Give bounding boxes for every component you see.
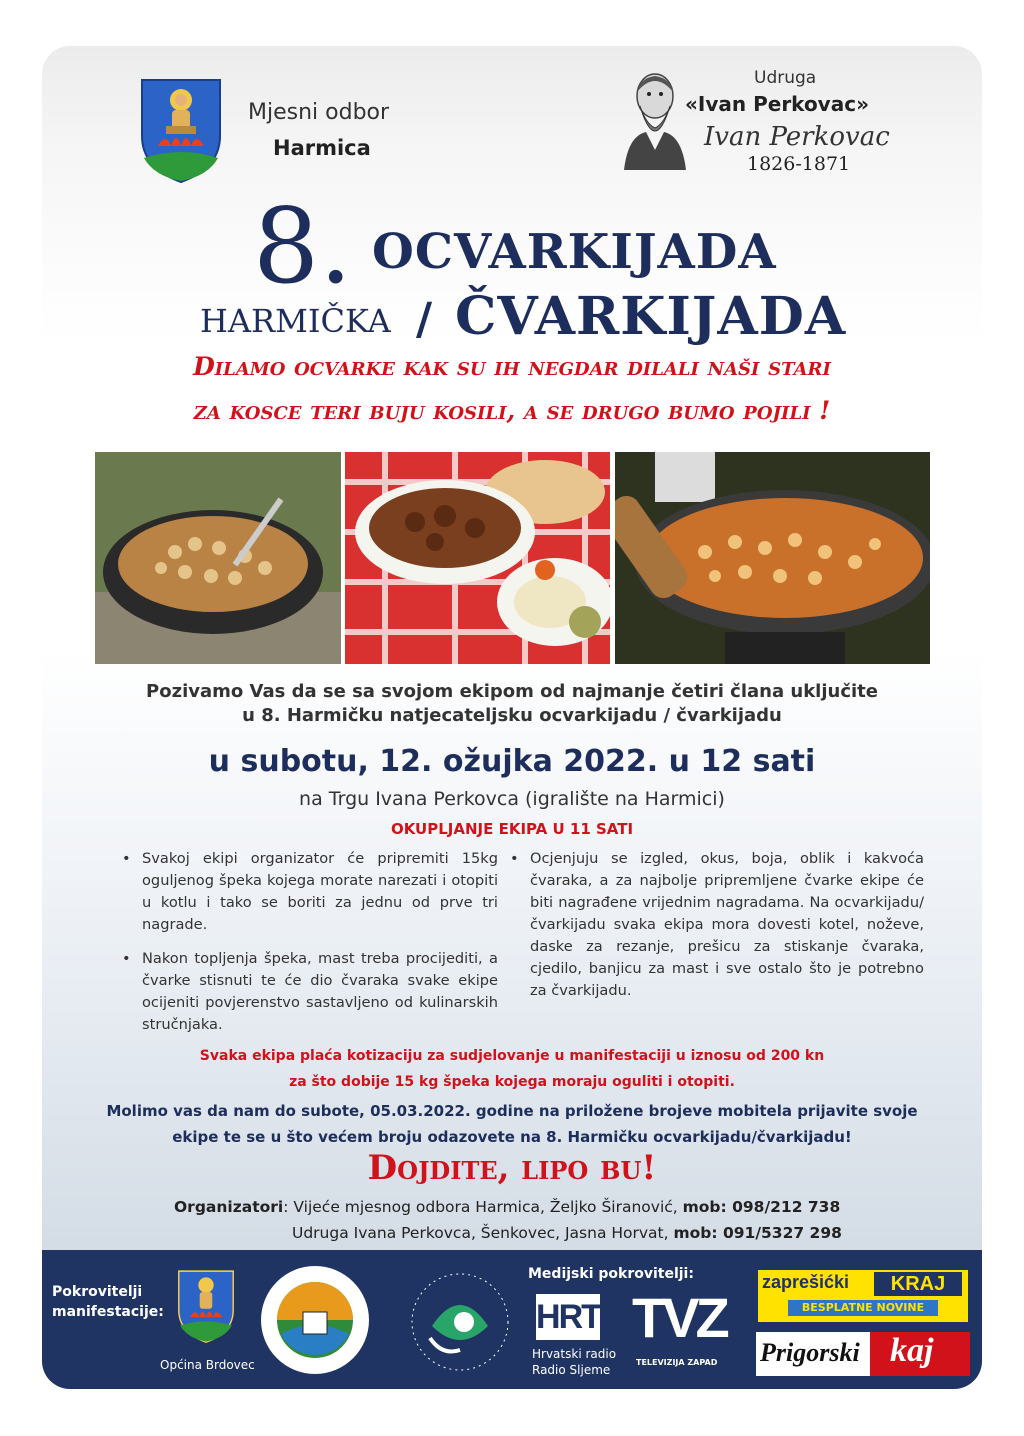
besplatne-novine-text: BESPLATNE NOVINE bbox=[788, 1300, 938, 1316]
title-ocvarkijada: OCVARKIJADA bbox=[372, 224, 777, 280]
hrt-caption-2: Radio Sljeme bbox=[532, 1363, 611, 1377]
signature: Ivan Perkovac bbox=[704, 122, 890, 152]
prigorski-text: Prigorski bbox=[760, 1338, 860, 1367]
pokrovitelji-line-2: manifestacije: bbox=[52, 1304, 164, 1320]
photo-frying-pan bbox=[615, 452, 930, 664]
kraj-text: KRAJ bbox=[874, 1272, 962, 1296]
fee-line-2: za što dobije 15 kg špeka kojega moraju oguliti i otopiti. bbox=[289, 1074, 735, 1090]
edition-number: 8. bbox=[253, 185, 353, 307]
years-label: 1826-1871 bbox=[747, 153, 851, 175]
udruga-label: Udruga bbox=[754, 68, 817, 88]
zapresicki-text: zaprešićki bbox=[762, 1272, 850, 1292]
organizers-line-1 bbox=[174, 1198, 840, 1216]
pokrovitelji-label bbox=[52, 1282, 164, 1322]
brdovec-coat-of-arms bbox=[176, 1268, 236, 1344]
ivan-perkovac-portrait bbox=[620, 66, 690, 170]
invite-line-2: u 8. Harmičku natjecateljsku ocvarkijadu / čvarkijadu bbox=[242, 705, 782, 726]
photo-served-cvarci bbox=[345, 452, 610, 664]
organizers-mob-2: mob: 091/5327 298 bbox=[673, 1224, 842, 1242]
title-harmicka: HARMIČKA bbox=[200, 302, 391, 340]
slogan-line-1: Dilamo ocvarke kak su ih negdar dilali naši stari bbox=[193, 352, 831, 381]
harmica-label: Harmica bbox=[273, 136, 371, 160]
plea-line-1: Molimo vas da nam do subote, 05.03.2022. godine na priložene brojeve mobitela prijavite svoje bbox=[106, 1102, 918, 1120]
slogan-line-2: za kosce teri buju kosili, a se drugo bumo pojili ! bbox=[193, 396, 831, 425]
poster bbox=[42, 46, 982, 1389]
organizers-text-1: : Vijeće mjesnog odbora Harmica, Željko Širanović, bbox=[283, 1198, 683, 1216]
organizers-line-2 bbox=[292, 1224, 842, 1242]
rule-item: • Svakoj ekipi organizator će pripremiti 15kg oguljenog špeka kojega morate narezati i otopiti u kotlu i tako se boriti za jednu od prve tri nagrade. bbox=[118, 848, 498, 936]
title-cvarkijada: ČVARKIJADA bbox=[455, 286, 847, 347]
event-date: u subotu, 12. ožujka 2022. u 12 sati bbox=[208, 744, 816, 779]
fee-line-1: Svaka ekipa plaća kotizaciju za sudjelovanje u manifestaciji u iznosu od 200 kn bbox=[199, 1048, 825, 1064]
organizers-mob-1: mob: 098/212 738 bbox=[682, 1198, 841, 1216]
plea-line-2: ekipe te se u što većem broju odazovete na 8. Harmičku ocvarkijadu/čvarkijadu! bbox=[172, 1128, 852, 1146]
rules-right bbox=[506, 848, 924, 1014]
kaj-text: kaj bbox=[890, 1332, 934, 1369]
rule-item: • Ocjenjuju se izgled, okus, boja, oblik i kakvoća čvaraka, a za najbolje pripremljene čvarke ekipe će biti nagrađene vrijednim nagradama. Na ocvarkijadu/čvarkijadu svaka ekipa mora dovesti kotel, noževe, daske za rezanje, prešicu za stiskanje čvaraka, cjedilo, banjicu za mast i sve ostalo što je potrebno za čvarkijadu. bbox=[506, 848, 924, 1002]
zapresicki-kraj-logo bbox=[758, 1270, 968, 1322]
sponsors-footer bbox=[42, 1250, 982, 1389]
tvz-logo: TVZ bbox=[632, 1286, 726, 1349]
prigorski-kaj-logo bbox=[756, 1332, 970, 1376]
gathering-time: OKUPLJANJE EKIPA U 11 SATI bbox=[390, 820, 634, 838]
title-slash: / bbox=[416, 294, 433, 345]
dojdite-slogan: Dojdite, lipo bu! bbox=[367, 1148, 657, 1188]
rules-left bbox=[118, 848, 498, 1048]
hrt-caption-1: Hrvatski radio bbox=[532, 1347, 617, 1361]
harmica-coat-of-arms bbox=[138, 76, 224, 184]
hrt-caption bbox=[532, 1346, 616, 1378]
medijski-label: Medijski pokrovitelji: bbox=[528, 1266, 694, 1282]
event-place: na Trgu Ivana Perkovca (igralište na Harmici) bbox=[299, 788, 725, 810]
organizers-text-2: Udruga Ivana Perkovca, Šenkovec, Jasna Horvat, bbox=[292, 1224, 674, 1242]
ivan-perkovac-label: «Ivan Perkovac» bbox=[685, 92, 869, 116]
tvz-caption: TELEVIZIJA ZAPAD bbox=[636, 1358, 718, 1367]
savsko-sutlanska-logo bbox=[259, 1264, 371, 1376]
pokrovitelji-line-1: Pokrovitelji bbox=[52, 1284, 143, 1300]
hrt-logo bbox=[536, 1294, 600, 1340]
invite-line-1: Pozivamo Vas da se sa svojom ekipom od najmanje četiri člana uključite bbox=[146, 681, 878, 702]
rule-item: • Nakon topljenja špeka, mast treba procijediti, a čvarke stisnuti te će dio čvaraka svake ekipe ocijeniti povjerenstvo sastavljeno od kulinarskih stručnjaka. bbox=[118, 948, 498, 1036]
hrt-logo-text: HRT bbox=[536, 1298, 600, 1336]
mjesni-odbor-label: Mjesni odbor bbox=[248, 100, 390, 125]
tz-zagrebacke-zupanije-logo bbox=[402, 1264, 518, 1380]
organizers-label: Organizatori bbox=[174, 1198, 284, 1216]
photo-cauldron bbox=[95, 452, 341, 664]
opcina-brdovec-label: Općina Brdovec bbox=[160, 1358, 255, 1372]
